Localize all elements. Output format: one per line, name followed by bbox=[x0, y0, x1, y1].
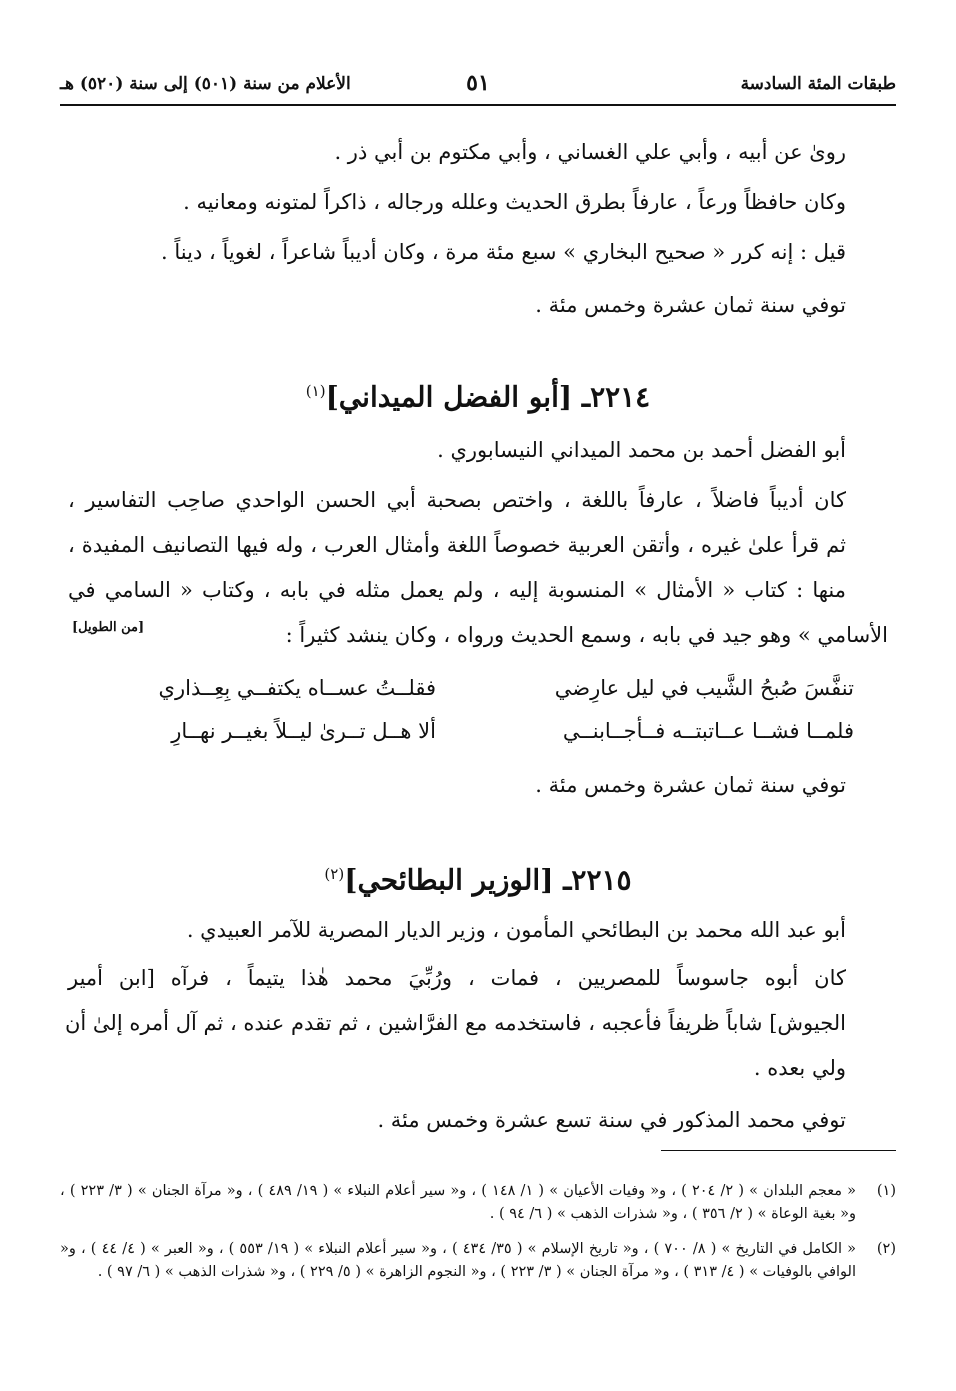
verse-second-hemistich: فقلــتُ عســاه يكتفــي بِعِــذاري bbox=[158, 676, 436, 700]
entry-2214-death: توفي سنة ثمان عشرة وخمس مئة . bbox=[535, 773, 846, 797]
verse-first-hemistich: فلمــا فشــا عــاتبتــه فــأجــابنــي bbox=[562, 719, 854, 743]
entry-title-text: ٢٢١٥ـ [الوزير البطائحي] bbox=[344, 863, 632, 897]
poem-meter: [من الطويل] bbox=[72, 620, 145, 635]
footnote-item bbox=[60, 1238, 896, 1284]
footnote-divider bbox=[661, 1150, 896, 1151]
entry-2214-para-line: كان أديباً فاضلاً ، عارفاً باللغة ، واختص بصحبة أبي الحسن الواحدي صاحِب التفاسير ، bbox=[68, 488, 846, 512]
entry-2214-title bbox=[60, 372, 896, 416]
prev-entry-line: رویٰ عن أبیه ، وأبي علي الغساني ، وأبي مكتوم بن أبي ذر . bbox=[334, 140, 846, 164]
header-left-title: الأعلام من سنة (٥٠١) إلى سنة (٥٢٠) هـ bbox=[60, 74, 351, 94]
header-right-title: طبقات المئة السادسة bbox=[740, 74, 896, 94]
prev-entry-line: وكان حافظاً ورعاً ، عارفاً بطرق الحديث وعلله ورجاله ، ذاكراً لمتونه ومعانيه . bbox=[183, 190, 846, 214]
entry-2214-para-line: منها : كتاب « الأمثال » المنسوبة إليه ، ولم يعمل مثله في بابه ، وكتاب « السامي في bbox=[68, 578, 846, 602]
entry-2214-name: أبو الفضل أحمد بن محمد الميداني النيسابوري . bbox=[437, 438, 846, 462]
page-number: ٥١ bbox=[466, 70, 490, 96]
header-divider bbox=[60, 104, 896, 106]
footnote-ref: (١) bbox=[305, 382, 326, 400]
footnote-number: (٢) bbox=[876, 1241, 896, 1257]
footnote-item bbox=[60, 1180, 896, 1226]
footnote-text: « الكامل في التاريخ » ( ٨/ ٧٠٠ ) ، و« تاريخ الإسلام » ( ٣٥/ ٤٣٤ ) ، و« سير أعلام النبلاء » ( ١٩/ ٥٥٣ ) ، و« العبر » ( ٤/ ٤٤ ) ، و« الوافي بالوفيات » ( ٤/ ٣١٣ ) ، و« مرآة الجنان » ( ٣/ ٢٢٣ ) ، و« النجوم الزاهرة » ( ٥/ ٢٢٩ ) ، و« شذرات الذهب » ( ٦/ ٩٧ ) . bbox=[60, 1241, 856, 1280]
entry-2214-para-line: ثم قرأ علىٰ غيره ، وأتقن العربية خصوصاً اللغة وأمثال العرب ، وله فيها التصانيف المفيدة ، bbox=[68, 533, 846, 557]
footnote-number: (١) bbox=[876, 1183, 896, 1199]
footnote-ref: (٢) bbox=[324, 865, 345, 883]
prev-entry-line: توفي سنة ثمان عشرة وخمس مئة . bbox=[535, 293, 846, 317]
entry-2215-para-line: الجيوش] شاباً ظريفاً فأعجبه ، فاستخدمه مع الفرَّاشين ، ثم تقدم عنده ، ثم آل أمره إلىٰ أن bbox=[65, 1011, 846, 1035]
verse-first-hemistich: تنفَّسَ صُبحُ الشَّيب في ليل عارِضي bbox=[554, 676, 854, 700]
entry-2215-para-line: كان أبوه جاسوساً للمصريين ، فمات ، ورُبِّيَ محمد هٰذا يتيماً ، فرآه [ابن أمير bbox=[68, 966, 846, 990]
entry-2215-death: توفي محمد المذكور في سنة تسع عشرة وخمس مئة . bbox=[377, 1108, 846, 1132]
entry-2215-para-line: ولي بعده . bbox=[753, 1056, 846, 1080]
verse-second-hemistich: ألا هــل تــرىٰ ليــلاً بغيــر نهــارِ bbox=[171, 719, 436, 743]
prev-entry-line: قيل : إنه كرر « صحيح البخاري » سبع مئة مرة ، وكان أديباً شاعراً ، لغوياً ، ديناً . bbox=[161, 240, 846, 264]
entry-2214-para-line: الأسامي » وهو جيد في بابه ، وسمع الحديث ورواه ، وكان ينشد كثيراً : bbox=[285, 623, 888, 647]
footnote-text: « معجم البلدان » ( ٢/ ٢٠٤ ) ، و« وفيات الأعيان » ( ١/ ١٤٨ ) ، و« سير أعلام النبلاء » ( ١٩/ ٤٨٩ ) ، و« مرآة الجنان » ( ٣/ ٢٢٣ ) ، و« بغية الوعاة » ( ٢/ ٣٥٦ ) ، و« شذرات الذهب » ( ٦/ ٩٤ ) . bbox=[60, 1183, 856, 1222]
entry-2215-title bbox=[60, 855, 896, 899]
running-header bbox=[60, 70, 896, 100]
entry-title-text: ٢٢١٤ـ [أبو الفضل الميداني] bbox=[325, 380, 651, 414]
entry-2215-name: أبو عبد الله محمد بن البطائحي المأمون ، وزير الديار المصرية للآمر العبيدي . bbox=[186, 918, 846, 942]
